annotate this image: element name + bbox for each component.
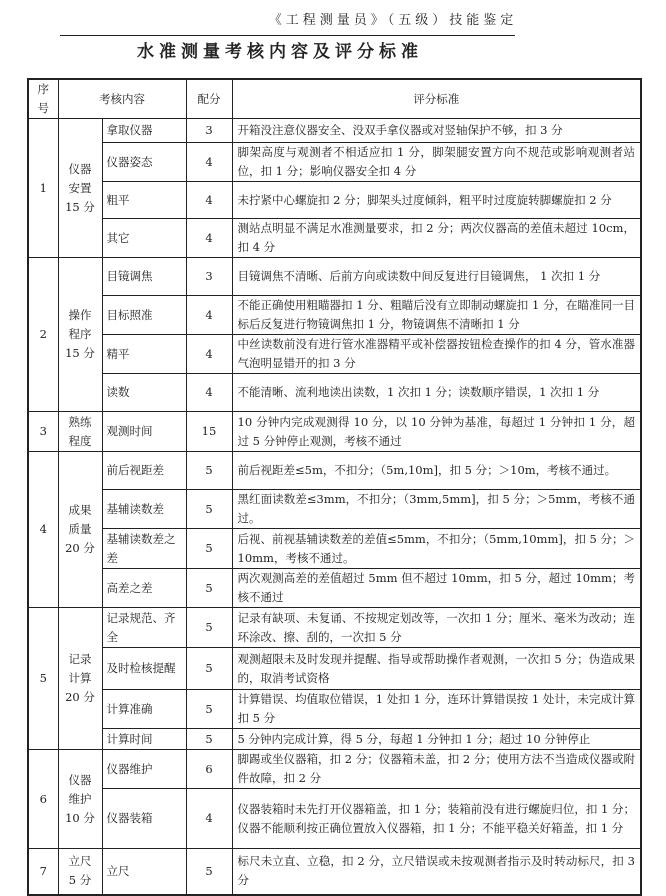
item-score: 5: [186, 849, 232, 895]
item-score: 3: [186, 258, 232, 296]
item-name: 前后视距差: [102, 452, 186, 490]
item-score: 5: [186, 729, 232, 750]
category-label-line: 10 分: [65, 810, 95, 825]
header-criteria: 评分标准: [232, 79, 641, 119]
item-name: 计算时间: [102, 729, 186, 750]
item-criteria: 黑红面读数差≤3mm，不扣分；（3mm,5mm]，扣 5 分；＞5mm，考核不通过。: [232, 490, 641, 529]
item-name: 及时检核提醒: [102, 648, 186, 690]
category-cell: [58, 608, 102, 750]
item-score: 4: [186, 219, 232, 258]
item-criteria: 未拧紧中心螺旋扣 2 分；脚架头过度倾斜，粗平时过度旋转脚螺旋扣 2 分: [232, 182, 641, 219]
item-name: 仪器维护: [102, 750, 186, 789]
category-cell: [58, 849, 102, 895]
page-title: 水准测量考核内容及评分标准: [137, 42, 423, 62]
category-label-line: 20 分: [65, 541, 95, 555]
row-number: 3: [28, 412, 58, 452]
table-row: [28, 219, 641, 258]
item-criteria: 两次观测高差的差值超过 5mm 但不超过 10mm，扣 5 分，超过 10mm；考核不通过: [232, 569, 641, 608]
category-label-line: 记录: [68, 652, 92, 666]
item-criteria: 计算错误、均值取位错误，1 处扣 1 分，连环计算错误按 1 处计，未完成计算扣 5 分: [232, 690, 641, 729]
row-number: 5: [28, 608, 58, 750]
table-row: [28, 648, 641, 690]
category-label-line: 质量: [68, 522, 92, 536]
category-label-line: 20 分: [65, 690, 95, 704]
category-cell: [58, 750, 102, 849]
item-score: 3: [186, 119, 232, 143]
table-row: [28, 490, 641, 529]
row-number: 2: [28, 258, 58, 412]
item-name: 目标照准: [102, 296, 186, 335]
category-label-line: 安置: [68, 180, 92, 195]
header-no: 序号: [28, 79, 58, 119]
item-score: 4: [186, 374, 232, 412]
row-number: 4: [28, 452, 58, 608]
category-label-line: 15 分: [65, 199, 95, 214]
item-score: 5: [186, 608, 232, 648]
item-score: 4: [186, 182, 232, 219]
item-score: 6: [186, 750, 232, 789]
item-criteria: 仪器装箱时未先打开仪器箱盖，扣 1 分；装箱前没有进行螺旋归位，扣 1 分；仪器不能顺利按正确位置放入仪器箱，扣 1 分；不能平稳关好箱盖，扣 1 分: [232, 789, 641, 849]
item-name: 仪器姿态: [102, 143, 186, 182]
item-name: 计算准确: [102, 690, 186, 729]
category-label-line: 仪器: [68, 161, 92, 176]
header-divider: [60, 35, 515, 36]
category-label-line: 成果: [68, 503, 92, 517]
item-name: 记录规范、齐全: [102, 608, 186, 648]
category-label-line: 仪器: [68, 772, 92, 787]
item-name: 仪器装箱: [102, 789, 186, 849]
item-score: 15: [186, 412, 232, 452]
item-criteria: 目镜调焦不清晰、后前方向或读数中间反复进行目镜调焦， 1 次扣 1 分: [232, 258, 641, 296]
category-label-line: 15 分: [65, 346, 95, 360]
item-criteria: 测站点明显不满足水准测量要求，扣 2 分；两次仪器高的差值未超过 10cm，扣 4 分: [232, 219, 641, 258]
category-label-line: 程度: [68, 433, 92, 448]
item-score: 5: [186, 529, 232, 569]
item-name: 拿取仪器: [102, 119, 186, 143]
category-label-line: 维护: [68, 791, 92, 806]
table-row: [28, 452, 641, 490]
item-criteria: 5 分钟内完成计算，得 5 分，每超 1 分钟扣 1 分；超过 10 分钟停止: [232, 729, 641, 750]
header-score: 配分: [186, 79, 232, 119]
item-score: 4: [186, 143, 232, 182]
item-score: 5: [186, 452, 232, 490]
item-name: 高差之差: [102, 569, 186, 608]
row-number: 7: [28, 849, 58, 895]
item-criteria: 后视、前视基辅读数差的差值≤5mm，不扣分；（5mm,10mm]，扣 5 分；＞10mm，考核不通过。: [232, 529, 641, 569]
item-score: 5: [186, 648, 232, 690]
category-label-line: 程序: [68, 327, 92, 341]
item-name: 观测时间: [102, 412, 186, 452]
table-row: [28, 143, 641, 182]
category-cell: [58, 119, 102, 258]
item-criteria: 脚踢或坐仪器箱，扣 2 分；仪器箱未盖，扣 2 分；使用方法不当造成仪器或附件故障，扣 2 分: [232, 750, 641, 789]
category-label-line: 立尺: [68, 854, 92, 869]
table-body: [28, 119, 641, 895]
scoring-table: [27, 78, 642, 896]
item-name: 基辅读数差: [102, 490, 186, 529]
item-criteria: 不能清晰、流利地读出读数，1 次扣 1 分；读数顺序错误，1 次扣 1 分: [232, 374, 641, 412]
document-header: 《工程测量员》（五级）技能鉴定: [268, 13, 518, 28]
item-score: 4: [186, 335, 232, 374]
row-number: 6: [28, 750, 58, 849]
table-row: [28, 258, 641, 296]
item-criteria: 中丝读数前没有进行管水准器精平或补偿器按钮检查操作的扣 4 分，管水准器气泡明显错开的扣 3 分: [232, 335, 641, 374]
item-criteria: 前后视距差≤5m，不扣分；（5m,10m]，扣 5 分；＞10m，考核不通过。: [232, 452, 641, 490]
item-criteria: 开箱没注意仪器安全、没双手拿仪器或对竖轴保护不够，扣 3 分: [232, 119, 641, 143]
item-name: 读数: [102, 374, 186, 412]
category-cell: [58, 412, 102, 452]
item-name: 精平: [102, 335, 186, 374]
item-criteria: 不能正确使用粗瞄器扣 1 分、粗瞄后没有立即制动螺旋扣 1 分，在瞄准同一目标后反复进行物镜调焦扣 1 分，物镜调焦不清晰扣 1 分: [232, 296, 641, 335]
category-label-line: 操作: [68, 308, 92, 322]
table-row: [28, 119, 641, 143]
table-row: [28, 296, 641, 335]
table-row: [28, 690, 641, 729]
item-name: 目镜调焦: [102, 258, 186, 296]
table-row: [28, 529, 641, 569]
item-name: 粗平: [102, 182, 186, 219]
category-cell: [58, 452, 102, 608]
row-number: 1: [28, 119, 58, 258]
category-label-line: 计算: [68, 671, 92, 685]
table-row: [28, 182, 641, 219]
table-row: [28, 789, 641, 849]
item-criteria: 标尺未立直、立稳，扣 2 分，立尺错误或未按观测者指示及时转动标尺，扣 3 分: [232, 849, 641, 895]
item-name: 其它: [102, 219, 186, 258]
table-row: [28, 569, 641, 608]
table-row: [28, 729, 641, 750]
item-name: 立尺: [102, 849, 186, 895]
header-content: 考核内容: [58, 79, 186, 119]
item-score: 4: [186, 296, 232, 335]
table-row: [28, 335, 641, 374]
item-criteria: 观测超限未及时发现并提醒、指导或帮助操作者观测，一次扣 5 分；伪造成果的，取消考试资格: [232, 648, 641, 690]
item-score: 5: [186, 490, 232, 529]
item-score: 5: [186, 690, 232, 729]
table-row: [28, 849, 641, 895]
category-label-line: 熟练: [68, 414, 92, 429]
item-criteria: 记录有缺项、未复诵、不按规定划改等，一次扣 1 分；厘米、毫米为改动；连环涂改、擦、刮的，一次扣 5 分: [232, 608, 641, 648]
table-row: [28, 374, 641, 412]
item-score: 4: [186, 789, 232, 849]
item-criteria: 脚架高度与观测者不相适应扣 1 分，脚架腿安置方向不规范或影响观测者站位，扣 1 分；影响仪器安全扣 4 分: [232, 143, 641, 182]
item-name: 基辅读数差之差: [102, 529, 186, 569]
item-criteria: 10 分钟内完成观测得 10 分，以 10 分钟为基准，每超过 1 分钟扣 1 分，超过 5 分钟停止观测，考核不通过: [232, 412, 641, 452]
category-cell: [58, 258, 102, 412]
table-row: [28, 750, 641, 789]
table-row: [28, 608, 641, 648]
item-score: 5: [186, 569, 232, 608]
table-row: [28, 412, 641, 452]
table-header-row: [28, 79, 641, 119]
category-label-line: 5 分: [68, 873, 92, 888]
